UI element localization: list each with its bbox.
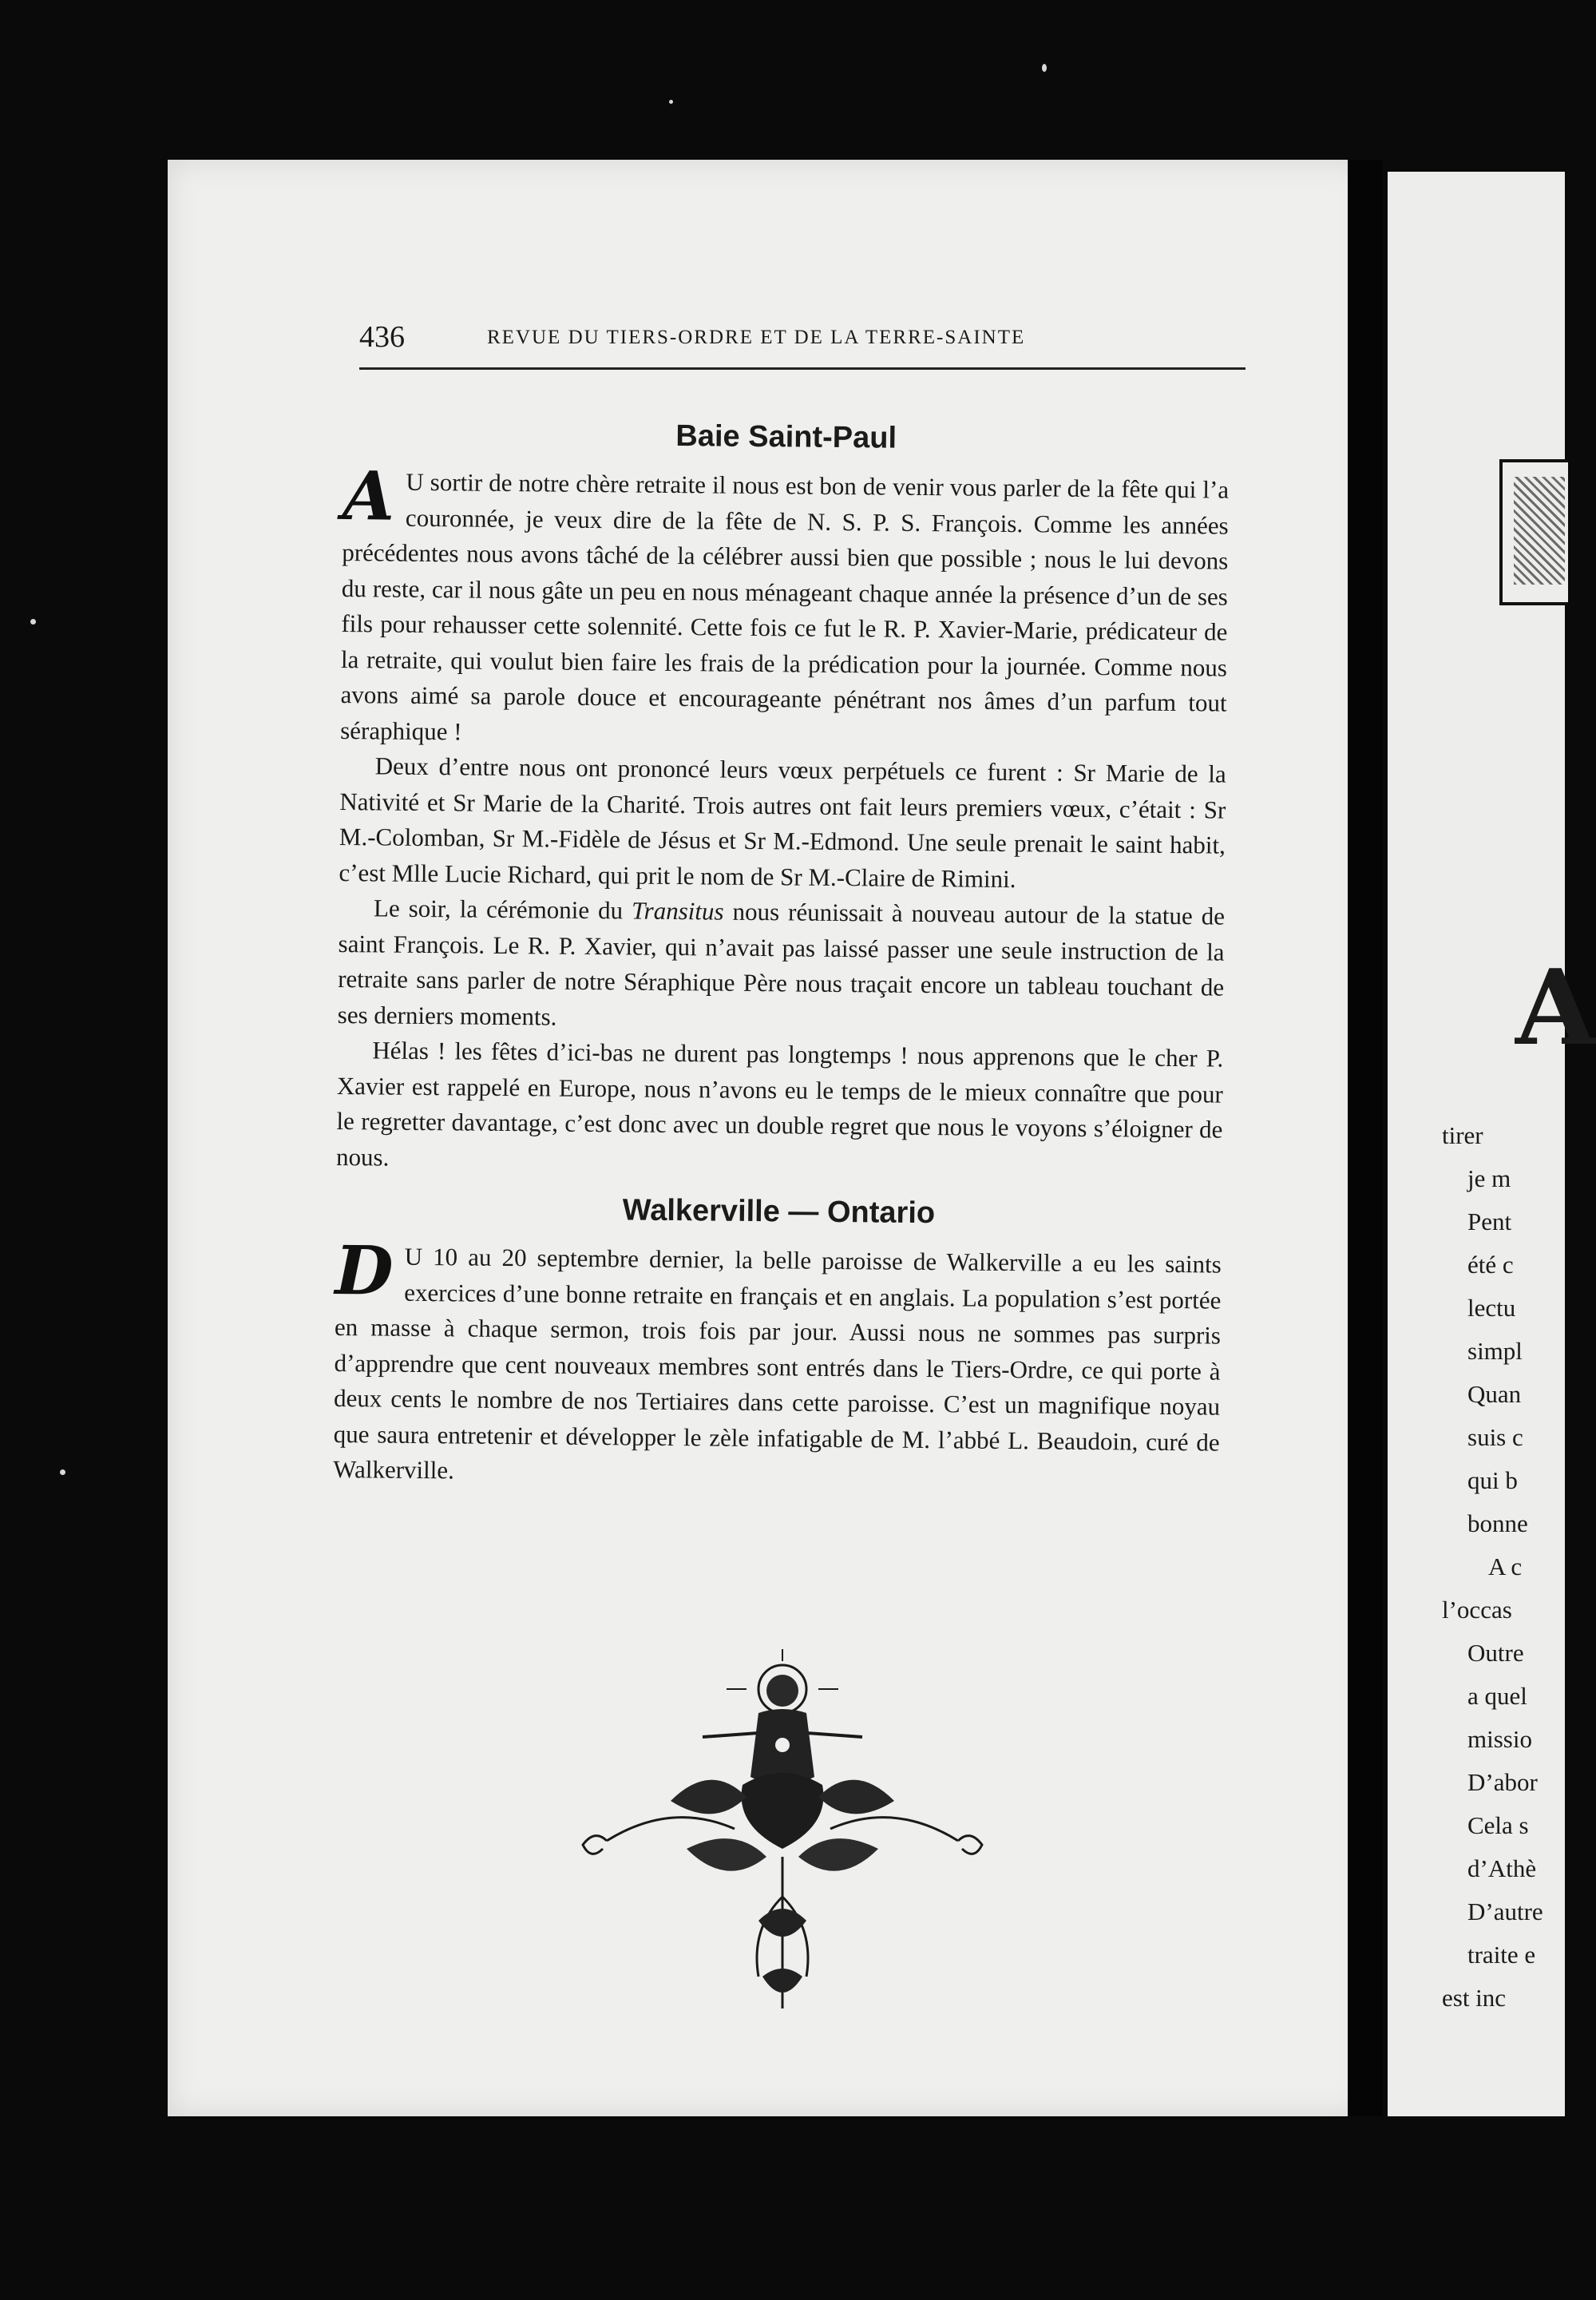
right-line: A c — [1488, 1552, 1523, 1580]
paragraph: Deux d’entre nous ont prononcé leurs vœux perpétuels ce furent : Sr Marie de la Nativité et Sr Marie de la Charité. Trois autres ont fait leurs premiers vœux, c’était : Sr M.-Colomban, Sr M.-Fidèle de Jésus et Sr M.-Edmond. Une seule prenait le saint habit, c’est Mlle Lucie Richard, qui prit le nom de Sr M.-Claire de Rimini. — [339, 751, 1226, 893]
leaf — [671, 1780, 747, 1814]
paragraph — [340, 455, 1230, 757]
right-page-fragment — [1388, 172, 1596, 2116]
bud — [762, 1969, 802, 1993]
right-line: Pent — [1467, 1208, 1512, 1235]
right-line: D’autre — [1467, 1898, 1543, 1925]
paragraph-text: Le soir, la cérémonie du — [373, 894, 632, 925]
right-line: Cela s — [1467, 1811, 1529, 1839]
book-gutter — [1348, 160, 1383, 2116]
page-number: 436 — [359, 320, 405, 354]
right-page-lines — [1388, 1114, 1565, 2020]
leaf — [818, 1780, 894, 1814]
paragraph — [338, 890, 1226, 1041]
drop-cap: A — [342, 455, 395, 536]
paragraph-text: U sortir de notre chère retraite il nous est bon de venir vous parler de la fête qui l’a couronnée, je veux dire de la fête de N. S. P. S. François. Comme les années précédentes nous avons tâché de la célébrer aussi bien que possible ; nous le lui devons du reste, car il nous gâte un peu en nous ménageant chaque année la présence d’un de ses fils pour rehausser cette solennité. Cette fois ce fut le R. P. Xavier-Marie, prédicateur de la retraite, qui voulut bien faire les frais de la prédication pour la journée. Comme nous avons aimé sa parole douce et encourageante pénétrant nos âmes d’un parfum tout séraphique ! — [340, 467, 1230, 745]
right-line: tirer — [1442, 1121, 1483, 1149]
paragraph-text: nous réunissait à nouveau autour de la statue de saint François. Le R. P. Xavier, qui n’avait pas laissé passer une seule instruction de la retraite sans parler de notre Séraphique Père nous traçait encore un tableau touchant de ses derniers moments. — [337, 897, 1226, 1031]
right-line: été c — [1467, 1251, 1514, 1279]
ornamental-initial-pattern — [1514, 477, 1565, 585]
child-head — [766, 1675, 798, 1707]
right-line: Quan — [1467, 1380, 1522, 1408]
right-line: Outre — [1467, 1639, 1524, 1667]
dust-speck — [30, 619, 36, 625]
rose — [742, 1773, 824, 1849]
right-line: est inc — [1442, 1984, 1507, 2012]
sacred-heart — [775, 1738, 790, 1752]
right-line: d’Athè — [1467, 1854, 1537, 1882]
right-line: missio — [1467, 1725, 1532, 1753]
dust-speck — [1042, 64, 1047, 72]
dust-speck — [669, 100, 673, 104]
leaf — [798, 1838, 878, 1871]
running-head: REVUE DU TIERS-ORDRE ET DE LA TERRE-SAINTE — [487, 327, 1026, 348]
leaf — [687, 1838, 766, 1871]
paragraph-text: U 10 au 20 septembre dernier, la belle paroisse de Walkerville a eu les saints exercices d’une bonne retraite en français et en anglais. La population s’est portée en masse à chaque sermon, trois fois par jour. Aussi nous ne sommes pas surpris d’apprendre que cent nouveaux membres sont entrés dans le Tiers-Ordre, ce qui porte à deux cents le nombre de nos Tertiaires dans cette paroisse. C’est un magnifique noyau que saura entretenir et développer le zèle infatigable de M. l’abbé L. Beaudoin, curé de Walkerville. — [333, 1242, 1222, 1485]
right-line: D’abor — [1467, 1768, 1538, 1796]
article-body — [333, 411, 1230, 1496]
right-line: lectu — [1467, 1294, 1516, 1322]
right-line: je m — [1467, 1164, 1511, 1192]
right-line: l’occas — [1442, 1596, 1512, 1624]
page-header — [359, 319, 1246, 370]
paragraph: Hélas ! les fêtes d’ici-bas ne durent pas longtemps ! nous apprenons que le cher P. Xavier est rappelé en Europe, nous n’avons eu le temps de le mieux connaître que pour le regretter davantage, c’est donc avec un double regret que nous le voyons s’éloigner de nous. — [335, 1036, 1224, 1172]
infant-jesus-floral-ornament — [575, 1657, 990, 2032]
right-line: bonne — [1467, 1509, 1528, 1537]
right-drop-cap: A — [1515, 946, 1596, 1069]
bud — [758, 1909, 806, 1937]
paragraph — [333, 1230, 1222, 1496]
section-title-baie-saint-paul: Baie Saint-Paul — [675, 418, 897, 455]
right-line: traite e — [1467, 1941, 1536, 1969]
ornamental-initial-frame — [1499, 459, 1568, 605]
right-line: simpl — [1467, 1337, 1523, 1365]
italic-term: Transitus — [631, 896, 724, 926]
right-line: qui b — [1467, 1466, 1518, 1494]
section-title-walkerville: Walkerville — Ontario — [622, 1193, 936, 1231]
right-line: a quel — [1467, 1682, 1527, 1710]
dust-speck — [60, 1469, 65, 1475]
right-line: suis c — [1467, 1423, 1523, 1451]
drop-cap: D — [335, 1230, 394, 1311]
